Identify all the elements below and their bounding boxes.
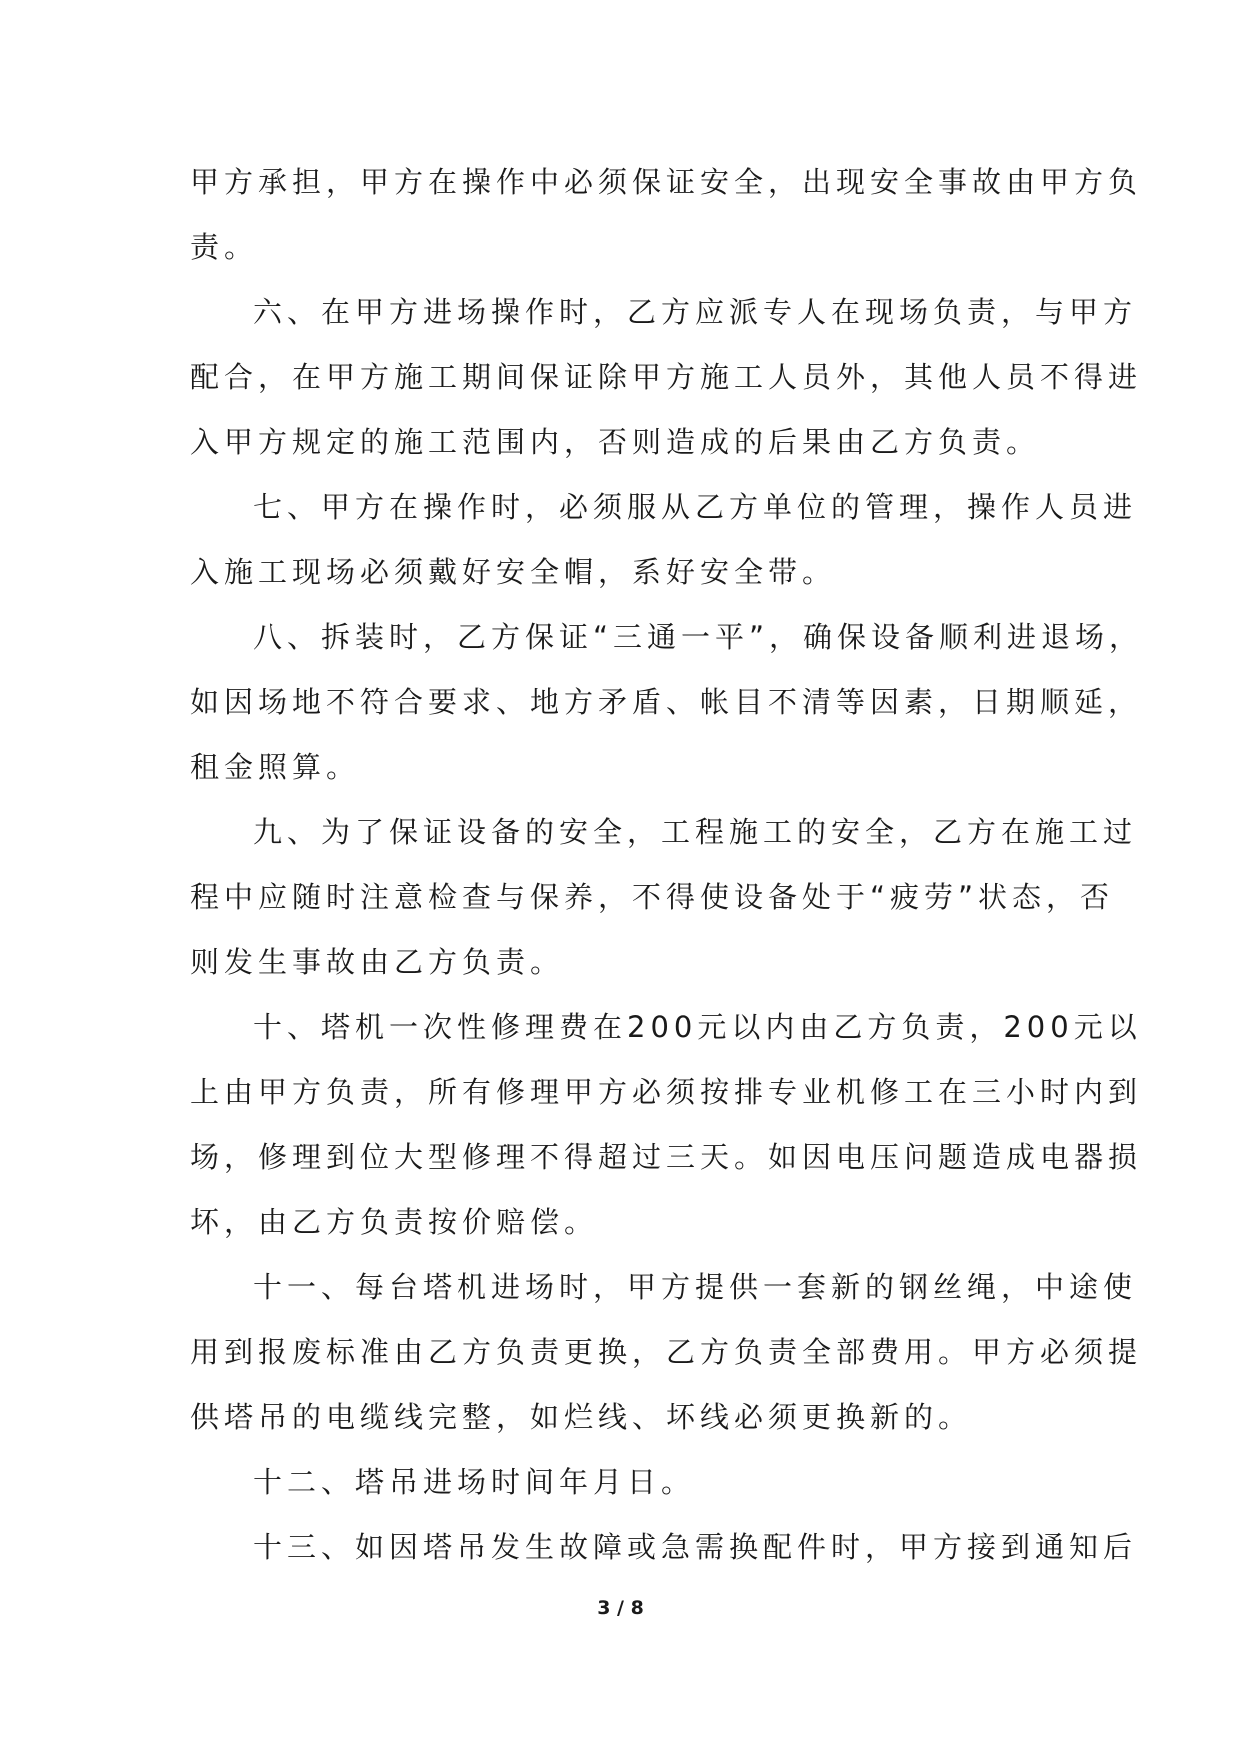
text-line: 如因场地不符合要求、地方矛盾、帐目不清等因素，日期顺延， xyxy=(190,685,1143,719)
text-line: 入甲方规定的施工范围内，否则造成的后果由乙方负责。 xyxy=(190,425,1041,459)
text-line: 用到报废标准由乙方负责更换，乙方负责全部费用。甲方必须提 xyxy=(190,1335,1143,1369)
text-line: 上由甲方负责，所有修理甲方必须按排专业机修工在三小时内到 xyxy=(190,1075,1143,1109)
clause-6-line: 六、在甲方进场操作时，乙方应派专人在现场负责，与甲方 xyxy=(253,295,1138,329)
text-line: 则发生事故由乙方负责。 xyxy=(190,945,565,979)
clause-9-line: 九、为了保证设备的安全，工程施工的安全，乙方在施工过 xyxy=(253,815,1138,849)
text-line: 坏，由乙方负责按价赔偿。 xyxy=(190,1205,599,1239)
page-number: 3 / 8 xyxy=(597,1597,644,1619)
clause-12-line: 十二、塔吊进场时间年月日。 xyxy=(253,1465,696,1499)
clause-10-line: 十、塔机一次性修理费在200元以内由乙方负责，200元以 xyxy=(253,1010,1142,1044)
text-line: 租金照算。 xyxy=(190,750,361,784)
contract-body xyxy=(190,150,1144,1580)
text-line: 供塔吊的电缆线完整，如烂线、坏线必须更换新的。 xyxy=(190,1400,973,1434)
text-line: 场，修理到位大型修理不得超过三天。如因电压问题造成电器损 xyxy=(190,1140,1143,1174)
clause-8-line: 八、拆装时，乙方保证“三通一平”，确保设备顺利进退场， xyxy=(253,620,1144,654)
text-line: 程中应随时注意检查与保养，不得使设备处于“疲劳”状态，否 xyxy=(190,880,1115,914)
text-line: 配合，在甲方施工期间保证除甲方施工人员外，其他人员不得进 xyxy=(190,360,1143,394)
text-line: 入施工现场必须戴好安全帽，系好安全带。 xyxy=(190,555,837,589)
text-line: 甲方承担，甲方在操作中必须保证安全，出现安全事故由甲方负 xyxy=(190,165,1143,199)
clause-11-line: 十一、每台塔机进场时，甲方提供一套新的钢丝绳，中途使 xyxy=(253,1270,1138,1304)
text-line: 责。 xyxy=(190,230,259,264)
clause-13-line: 十三、如因塔吊发生故障或急需换配件时，甲方接到通知后 xyxy=(253,1530,1138,1564)
clause-7-line: 七、甲方在操作时，必须服从乙方单位的管理，操作人员进 xyxy=(253,490,1138,524)
